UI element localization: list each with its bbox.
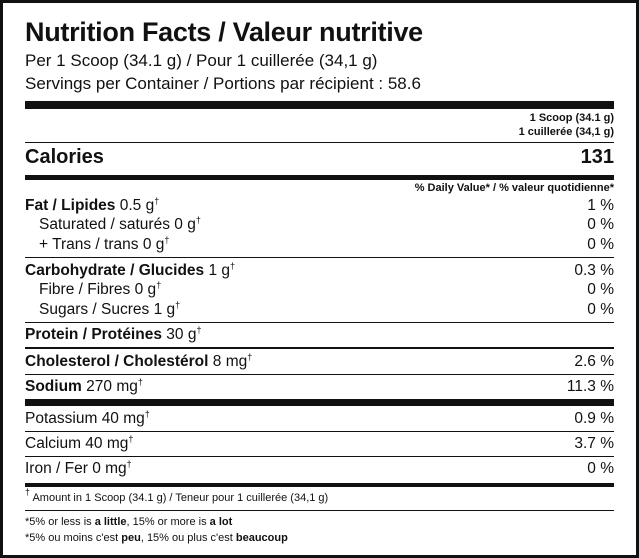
dagger-mark: † xyxy=(164,235,170,245)
column-header-line1: 1 Scoop (34.1 g) xyxy=(529,112,614,124)
nutrient-row-iron xyxy=(25,458,614,480)
medium-divider xyxy=(25,483,614,487)
nutrient-label: Protein / Protéines xyxy=(25,326,162,343)
thick-divider xyxy=(25,399,614,406)
nutrient-label: Calcium xyxy=(25,435,81,452)
thick-divider xyxy=(25,101,614,109)
servings-per-container: Servings per Container / Portions par récipient : 58.6 xyxy=(25,74,421,93)
nutrient-amount: 270 mg xyxy=(86,378,138,395)
footnote-en-pre: *5% or less is xyxy=(25,516,95,528)
nutrient-pct: 1 % xyxy=(587,197,614,214)
nutrient-amount: 0 g xyxy=(174,216,196,233)
nutrient-pct: 0.9 % xyxy=(574,410,614,427)
panel-title: Nutrition Facts / Valeur nutritive xyxy=(25,17,423,47)
dagger-mark: † xyxy=(154,196,160,206)
footnote-en-bold1: a little xyxy=(94,516,127,528)
nutrient-pct: 0 % xyxy=(587,460,614,477)
dagger-mark: † xyxy=(126,459,132,469)
calories-row xyxy=(25,146,614,172)
nutrient-pct: 0 % xyxy=(587,236,614,253)
footnote-fr-pre: *5% ou moins c'est xyxy=(25,532,122,544)
nutrient-amount: 0 g xyxy=(142,236,165,253)
divider xyxy=(25,374,614,375)
footnote-en-bold2: a lot xyxy=(209,516,233,528)
nutrient-row-sugars xyxy=(25,299,614,321)
footnote-fr-bold2: beaucoup xyxy=(235,532,288,544)
divider xyxy=(25,142,614,143)
dagger-mark: † xyxy=(195,215,201,225)
nutrient-label: Potassium xyxy=(25,410,98,427)
nutrient-row-saturated xyxy=(25,214,614,236)
divider xyxy=(25,322,614,323)
divider xyxy=(25,510,614,511)
nutrient-amount: 40 mg xyxy=(85,435,129,452)
nutrient-label: Saturated / saturés xyxy=(39,216,170,233)
dagger-mark: † xyxy=(128,434,134,444)
nutrient-label: Fibre / Fibres xyxy=(39,281,131,298)
calories-value: 131 xyxy=(580,146,614,168)
dagger-mark: † xyxy=(25,487,31,497)
divider xyxy=(25,431,614,432)
nutrient-row-calcium xyxy=(25,433,614,455)
nutrient-amount: 0.5 g xyxy=(119,197,155,214)
nutrient-amount: 0 g xyxy=(134,281,157,298)
nutrient-amount: 8 mg xyxy=(212,353,248,370)
nutrient-amount: 40 mg xyxy=(101,410,145,427)
serving-size: Per 1 Scoop (34.1 g) / Pour 1 cuillerée (34,1 g) xyxy=(25,51,378,70)
dagger-mark: † xyxy=(247,352,253,362)
nutrient-pct: 2.6 % xyxy=(574,353,614,370)
footnote-fr-bold1: peu xyxy=(121,532,141,544)
dagger-mark: † xyxy=(137,377,143,387)
divider xyxy=(25,456,614,457)
daily-value-header: % Daily Value* / % valeur quotidienne* xyxy=(414,182,614,194)
footnote-fr-mid: , 15% ou plus c'est xyxy=(140,532,236,544)
dagger-mark: † xyxy=(144,409,150,419)
nutrient-label: Iron / Fer xyxy=(25,460,88,477)
calories-label: Calories xyxy=(25,146,104,168)
nutrient-label: + Trans / trans xyxy=(39,236,139,253)
nutrient-pct: 11.3 % xyxy=(566,378,614,395)
divider xyxy=(25,347,614,349)
nutrient-label: Fat / Lipides xyxy=(25,197,116,214)
nutrient-row-potassium xyxy=(25,408,614,430)
footnote-en-mid: , 15% or more is xyxy=(126,516,210,528)
nutrient-label: Cholesterol / Cholestérol xyxy=(25,353,209,370)
nutrient-pct: 0 % xyxy=(587,301,614,318)
medium-divider xyxy=(25,175,614,180)
nutrient-pct: 0 % xyxy=(587,281,614,298)
nutrient-row-trans xyxy=(25,234,614,256)
nutrient-row-protein xyxy=(25,324,614,346)
nutrient-label: Sugars / Sucres xyxy=(39,301,150,318)
nutrient-pct: 3.7 % xyxy=(574,435,614,452)
dagger-mark: † xyxy=(175,300,181,310)
column-header xyxy=(519,111,614,139)
nutrient-amount: 30 g xyxy=(166,326,197,343)
nutrient-pct: 0.3 % xyxy=(574,262,614,279)
nutrient-row-fibre xyxy=(25,279,614,301)
nutrient-label: Carbohydrate / Glucides xyxy=(25,262,205,279)
column-header-line2: 1 cuillerée (34,1 g) xyxy=(518,126,614,138)
dagger-mark: † xyxy=(196,325,202,335)
footnote-amount xyxy=(25,487,329,504)
footnote-amount-text: Amount in 1 Scoop (34.1 g) / Teneur pour 1 cuillerée (34,1 g) xyxy=(32,492,329,504)
divider xyxy=(25,257,614,258)
nutrient-label: Sodium xyxy=(25,378,82,395)
dagger-mark: † xyxy=(156,280,162,290)
footnote-french xyxy=(25,532,288,544)
nutrient-pct: 0 % xyxy=(587,216,614,233)
nutrient-amount: 0 mg xyxy=(92,460,127,477)
nutrient-amount: 1 g xyxy=(153,301,176,318)
dagger-mark: † xyxy=(230,261,236,271)
nutrient-row-cholesterol xyxy=(25,351,614,373)
footnote-english xyxy=(25,516,232,528)
nutrient-amount: 1 g xyxy=(208,262,231,279)
nutrient-row-sodium xyxy=(25,376,614,398)
